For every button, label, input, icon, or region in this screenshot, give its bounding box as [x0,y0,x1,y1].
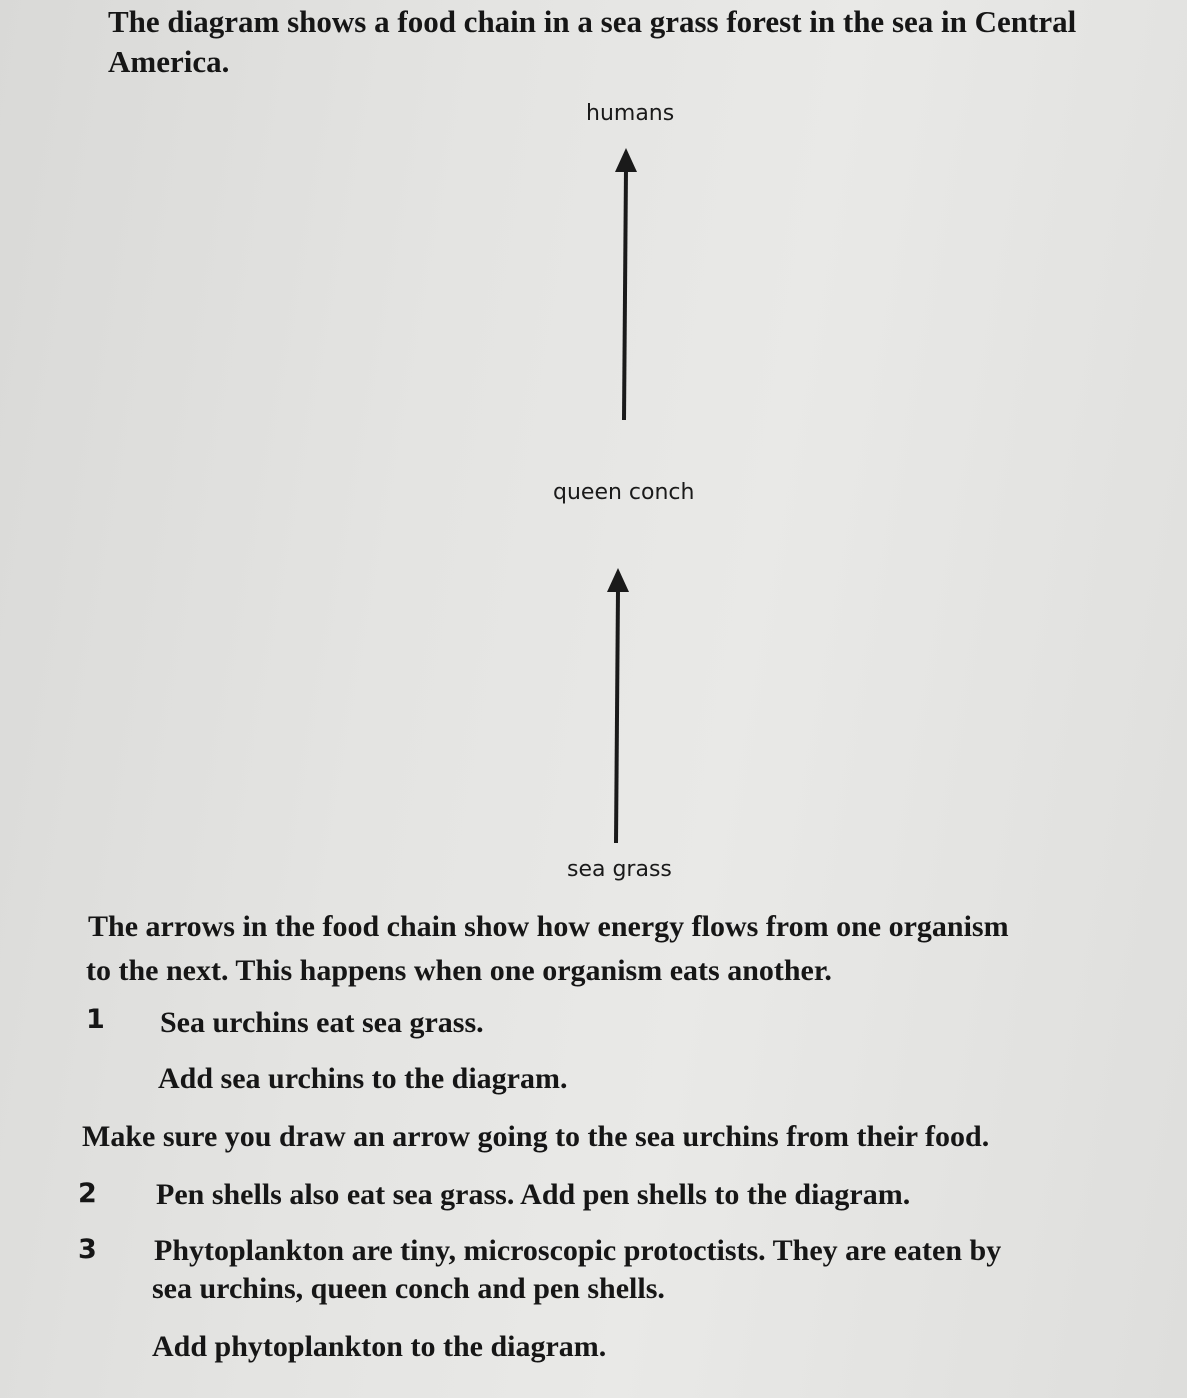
question-3-number: 3 [78,1234,97,1265]
energy-flow-text-line-2: to the next. This happens when one organism eats another. [86,954,832,987]
question-3-text-line-1: Phytoplankton are tiny, microscopic protoctists. They are eaten by [154,1234,1002,1267]
question-2-text: Pen shells also eat sea grass. Add pen shells to the diagram. [156,1178,911,1211]
question-2-number: 2 [78,1178,97,1209]
question-1-note: Make sure you draw an arrow going to the sea urchins from their food. [82,1120,990,1153]
organism-label-sea-grass: sea grass [567,857,672,882]
question-3-instruction: Add phytoplankton to the diagram. [152,1330,607,1363]
arrow-queen-conch-to-humans [615,148,637,420]
question-1-instruction: Add sea urchins to the diagram. [158,1062,568,1095]
energy-flow-text-line-1: The arrows in the food chain show how energy flows from one organism [88,910,1009,943]
organism-label-queen-conch: queen conch [553,480,695,505]
question-1-number: 1 [86,1004,105,1035]
intro-text: The diagram shows a food chain in a sea grass forest in the sea in Central America. [108,4,1077,79]
question-3-text-line-2: sea urchins, queen conch and pen shells. [152,1272,665,1305]
arrow-sea-grass-to-queen-conch [607,568,629,843]
question-1-text: Sea urchins eat sea grass. [160,1006,484,1039]
organism-label-humans: humans [586,101,675,126]
